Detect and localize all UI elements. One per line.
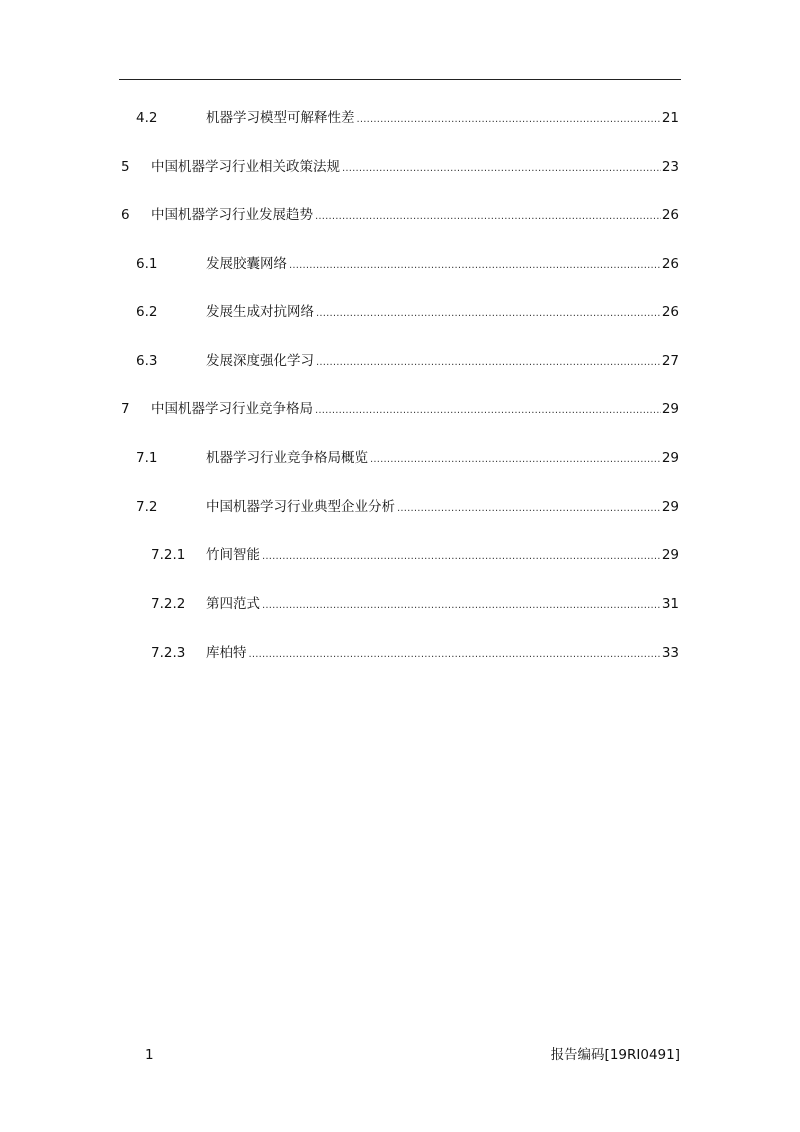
toc-entry-title: 中国机器学习行业相关政策法规 xyxy=(151,159,340,175)
toc-entry-title: 中国机器学习行业发展趋势 xyxy=(151,207,313,223)
toc-entry[interactable] xyxy=(136,350,679,372)
toc-entry-title: 中国机器学习行业典型企业分析 xyxy=(206,499,395,515)
toc-entry[interactable] xyxy=(136,496,679,518)
toc-entry-number: 6 xyxy=(121,207,130,223)
toc-entry-title: 机器学习模型可解释性差 xyxy=(206,110,355,126)
toc-entry-page: 31 xyxy=(661,596,679,612)
toc-dot-leader xyxy=(249,642,661,664)
toc-entry[interactable] xyxy=(151,544,679,566)
toc-entry-number: 6.3 xyxy=(136,353,158,369)
toc-dot-leader xyxy=(262,593,661,615)
toc-entry-title: 发展生成对抗网络 xyxy=(206,304,314,320)
toc-entry-page: 26 xyxy=(661,207,679,223)
toc-entry-page: 21 xyxy=(661,110,679,126)
toc-entry[interactable] xyxy=(136,301,679,323)
toc-entry[interactable] xyxy=(121,204,679,226)
toc-entry-number: 7.2.3 xyxy=(151,645,186,661)
toc-entry-number: 7.2.1 xyxy=(151,547,186,563)
toc-entry-page: 26 xyxy=(661,256,679,272)
toc-entry-title: 机器学习行业竞争格局概览 xyxy=(206,450,368,466)
toc-entry[interactable] xyxy=(151,642,679,664)
toc-entry-number: 5 xyxy=(121,159,130,175)
toc-entry-number: 7 xyxy=(121,401,130,417)
toc-entry-page: 29 xyxy=(661,547,679,563)
toc-entry-title: 第四范式 xyxy=(206,596,260,612)
toc-entry-page: 29 xyxy=(661,401,679,417)
toc-dot-leader xyxy=(316,350,661,372)
toc-entry-page: 26 xyxy=(661,304,679,320)
toc-dot-leader xyxy=(316,301,661,323)
toc-entry[interactable] xyxy=(136,253,679,275)
toc-dot-leader xyxy=(289,253,661,275)
toc-entry-number: 6.1 xyxy=(136,256,158,272)
toc-dot-leader xyxy=(315,204,661,226)
toc-entry-page: 27 xyxy=(661,353,679,369)
toc-entry-number: 6.2 xyxy=(136,304,158,320)
toc-entry[interactable] xyxy=(136,107,679,129)
toc-dot-leader xyxy=(315,398,661,420)
toc-dot-leader xyxy=(370,447,661,469)
toc-entry-title: 中国机器学习行业竞争格局 xyxy=(151,401,313,417)
toc-entry[interactable] xyxy=(121,398,679,420)
toc-dot-leader xyxy=(357,107,661,129)
toc-entry-number: 7.2 xyxy=(136,499,158,515)
toc-dot-leader xyxy=(397,496,661,518)
toc-entry[interactable] xyxy=(136,447,679,469)
toc-entry[interactable] xyxy=(121,156,679,178)
toc-entry-number: 4.2 xyxy=(136,110,158,126)
toc-entry-page: 33 xyxy=(661,645,679,661)
footer-page-number: 1 xyxy=(145,1047,154,1063)
toc-entry[interactable] xyxy=(151,593,679,615)
toc-entry-number: 7.1 xyxy=(136,450,158,466)
toc-entry-title: 发展胶囊网络 xyxy=(206,256,287,272)
toc-entry-number: 7.2.2 xyxy=(151,596,186,612)
toc-dot-leader xyxy=(342,156,661,178)
toc-entry-title: 发展深度强化学习 xyxy=(206,353,314,369)
toc-entry-title: 库柏特 xyxy=(206,645,247,661)
footer-report-code: 报告编码[19RI0491] xyxy=(550,1047,680,1063)
toc-entry-page: 29 xyxy=(661,499,679,515)
toc-entry-title: 竹间智能 xyxy=(206,547,260,563)
toc-entry-page: 29 xyxy=(661,450,679,466)
toc-dot-leader xyxy=(262,544,661,566)
toc-entry-page: 23 xyxy=(661,159,679,175)
